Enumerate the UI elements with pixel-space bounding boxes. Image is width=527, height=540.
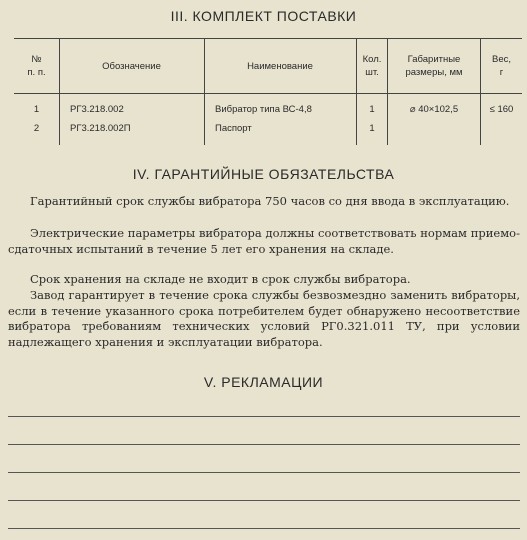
header-designation: Обозначение xyxy=(60,39,205,94)
section4-title: IV. ГАРАНТИЙНЫЕ ОБЯЗАТЕЛЬСТВА xyxy=(132,166,395,182)
cell-weight: ≤ 160 xyxy=(481,94,523,146)
section5-title: V. РЕКЛАМАЦИИ xyxy=(203,374,324,390)
blank-line xyxy=(8,416,520,417)
table-header-row xyxy=(14,39,522,94)
delivery-table xyxy=(14,38,522,145)
header-name: Наименование xyxy=(205,39,357,94)
warranty-paragraph-1: Гарантийный срок службы вибратора 750 часов со дня ввода в эксплуатацию. xyxy=(30,194,510,208)
warranty-paragraph-2: Электрические параметры вибратора должны соответствовать нормам приемо-сдаточных испытаний в течение 5 лет его хранения на складе. xyxy=(8,226,520,256)
cell-qty: 1 1 xyxy=(357,94,388,146)
cell-dims: ⌀ 40×102,5 xyxy=(388,94,481,146)
warranty-paragraph-4: Завод гарантирует в течение срока службы безвозмездно заменить вибраторы, если в течение указанного срока потребителем будет обнаружено несоответствие вибратора требованиям технических условий РГ0.321.011 ТУ, при условии надлежащего хранения и эксплуатации вибратора. xyxy=(8,288,520,349)
header-qty: Кол. шт. xyxy=(357,39,388,94)
cell-designation: РГ3.218.002 РГ3.218.002П xyxy=(60,94,205,146)
section3-title: III. КОМПЛЕКТ ПОСТАВКИ xyxy=(170,8,357,24)
blank-line xyxy=(8,500,520,501)
header-dims: Габаритные размеры, мм xyxy=(388,39,481,94)
warranty-paragraph-3: Срок хранения на складе не входит в срок службы вибратора. xyxy=(30,272,411,286)
blank-line xyxy=(8,528,520,529)
header-num: № п. п. xyxy=(14,39,60,94)
cell-num: 1 2 xyxy=(33,104,40,134)
header-weight: Вес, г xyxy=(481,39,523,94)
table-row xyxy=(14,94,522,146)
blank-line xyxy=(8,472,520,473)
blank-line xyxy=(8,444,520,445)
cell-name: Вибратор типа ВС-4,8 Паспорт xyxy=(205,94,357,146)
